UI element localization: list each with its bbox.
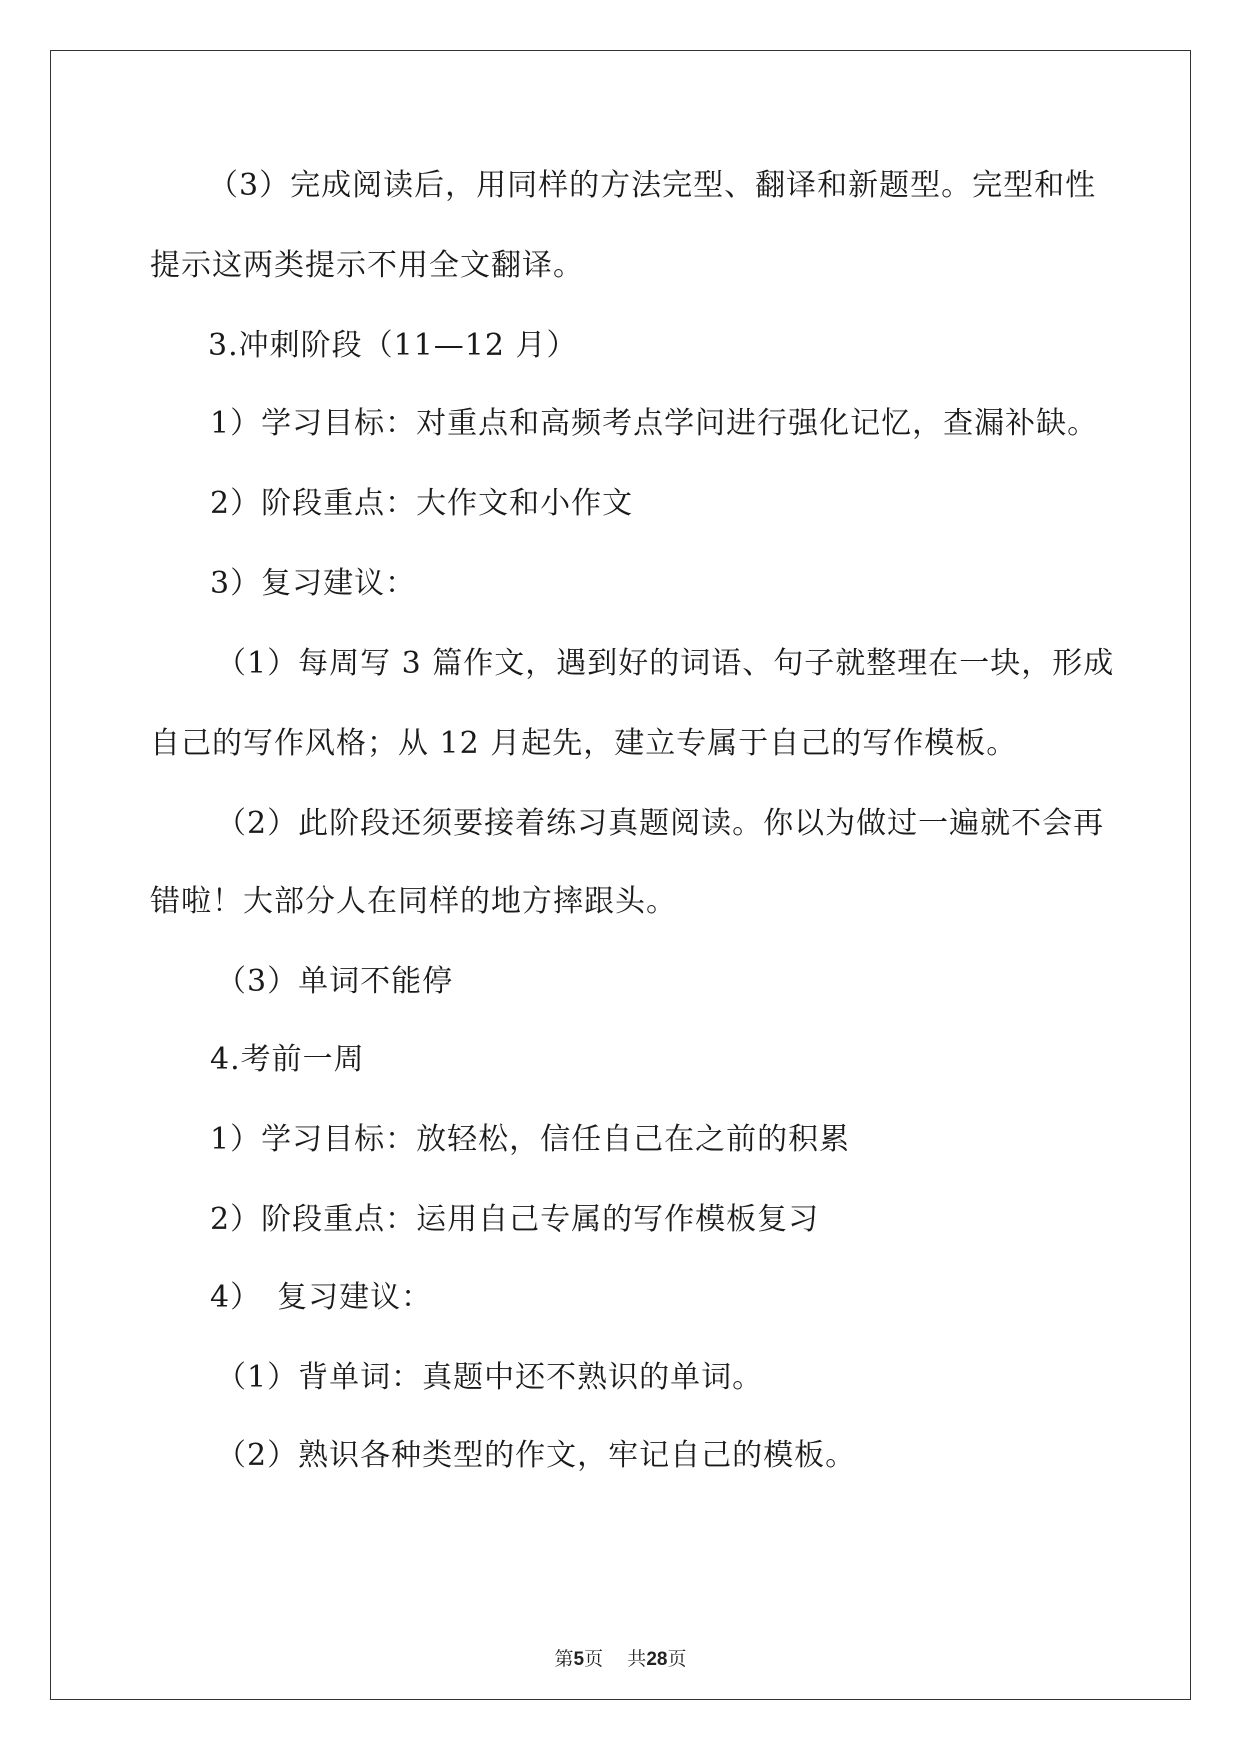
text-line: 提示这两类提示不用全文翻译。 [150,248,584,283]
text-line: 自己的写作风格；从 12 月起先，建立专属于自己的写作模板。 [150,726,1018,761]
text-line: （1）背单词：真题中还不熟识的单词。 [216,1360,764,1395]
page-prefix: 第 [554,1648,574,1670]
total-suffix: 页 [667,1648,687,1670]
total-pages: 28 [646,1649,668,1670]
text-line: （3）单词不能停 [216,964,454,999]
text-line: 1）学习目标：放轻松，信任自己在之前的积累 [210,1122,851,1157]
section-heading: 4.考前一周 [210,1042,365,1077]
page-footer [0,1647,1241,1672]
text-line: 错啦！大部分人在同样的地方摔跟头。 [150,884,677,919]
text-line: （2）此阶段还须要接着练习真题阅读。你以为做过一遍就不会再 [216,806,1105,841]
text-line: （2）熟识各种类型的作文，牢记自己的模板。 [216,1438,857,1473]
text-line: 1）学习目标：对重点和高频考点学问进行强化记忆，查漏补缺。 [210,406,1099,441]
text-line: （1）每周写 3 篇作文，遇到好的词语、句子就整理在一块，形成 [216,646,1115,681]
text-line: 4） 复习建议： [210,1280,433,1315]
total-prefix: 共 [627,1648,647,1670]
page-suffix: 页 [584,1648,604,1670]
text-line: （3）完成阅读后，用同样的方法完型、翻译和新题型。完型和性 [208,168,1097,203]
page-number: 5 [573,1649,585,1670]
section-heading: 3.冲刺阶段（11—12 月） [208,328,578,363]
text-line: 2）阶段重点：运用自己专属的写作模板复习 [210,1202,820,1237]
text-line: 2）阶段重点：大作文和小作文 [210,486,634,521]
text-line: 3）复习建议： [210,566,417,601]
